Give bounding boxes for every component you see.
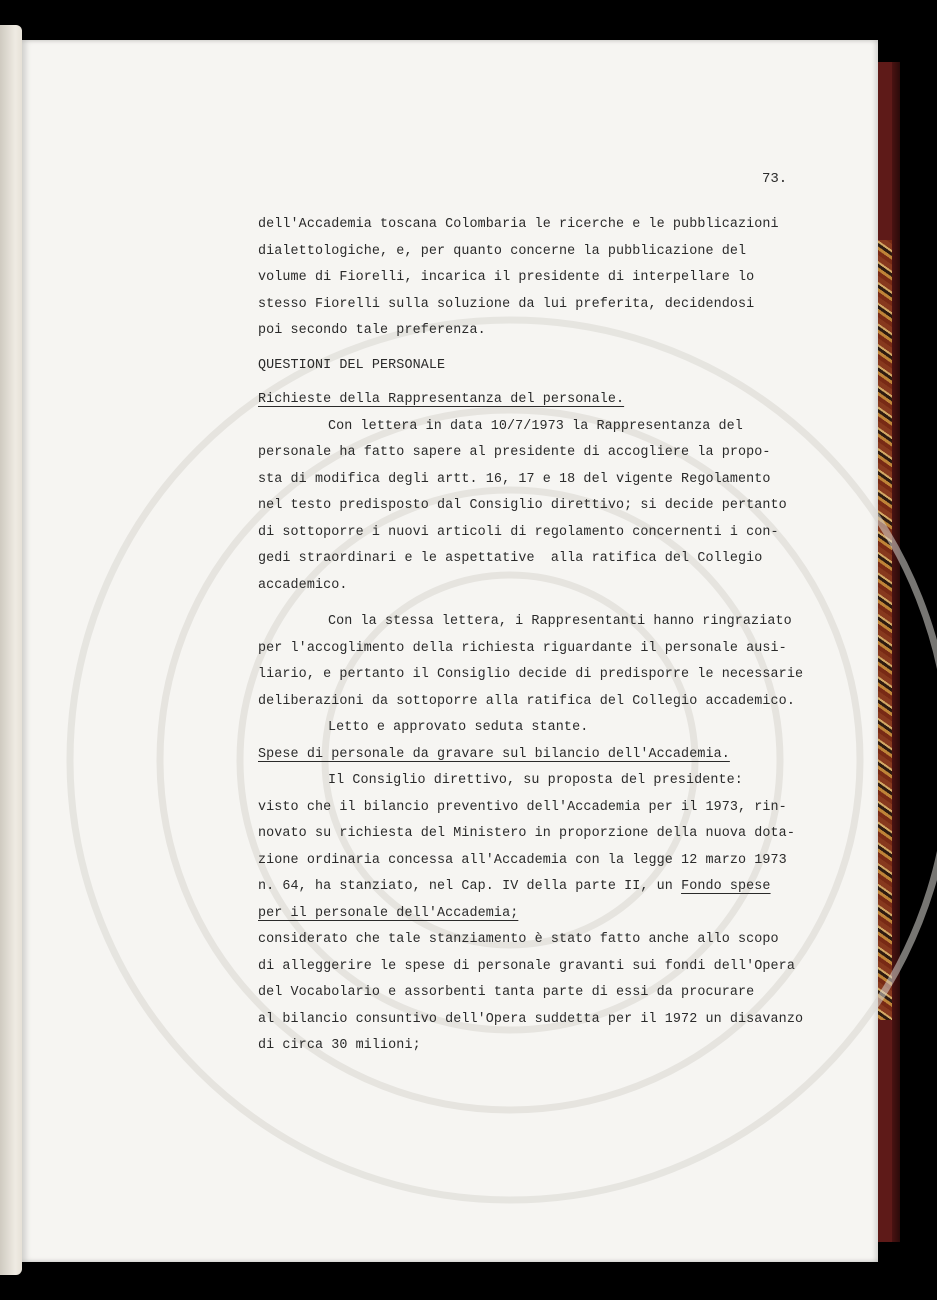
text-line: accademico.: [258, 577, 348, 593]
text-line: liario, e pertanto il Consiglio decide di predisporre le necessarie: [258, 667, 804, 682]
text-line: dell'Accademia toscana Colombaria le ricerche e le pubblicazioni: [258, 217, 779, 232]
text-line: volume di Fiorelli, incarica il presidente di interpellare lo: [258, 270, 755, 285]
typed-text-body: [258, 212, 804, 1060]
text-line: visto che il bilancio preventivo dell'Accademia per il 1973, rin-: [258, 799, 787, 815]
text-line: novato su richiesta del Ministero in proporzione della nuova dota-: [258, 826, 795, 841]
text-line: personale ha fatto sapere al presidente di accogliere la propo-: [258, 445, 771, 460]
underlined-term: Fondo spese: [681, 879, 771, 894]
text-line: per l'accoglimento della richiesta riguardante il personale ausi-: [258, 640, 787, 656]
text-line: Il Consiglio direttivo, su proposta del presidente:: [328, 773, 743, 788]
cover-edge: [892, 62, 900, 1242]
text-line: considerato che tale stanziamento è stato fatto anche allo scopo: [258, 932, 779, 947]
text-line: zione ordinaria concessa all'Accademia con la legge 12 marzo 1973: [258, 852, 787, 868]
text-line: dialettologiche, e, per quanto concerne la pubblicazione del: [258, 243, 747, 259]
text-line: poi secondo tale preferenza.: [258, 323, 486, 338]
text-line: di circa 30 milioni;: [258, 1038, 421, 1053]
text-line: deliberazioni da sottoporre alla ratifica del Collegio accademico.: [258, 693, 795, 709]
text-line: Letto e approvato seduta stante.: [328, 720, 589, 735]
subsection-heading: Spese di personale da gravare sul bilancio dell'Accademia.: [258, 746, 730, 762]
text-line: gedi straordinari e le aspettative alla ratifica del Collegio: [258, 551, 763, 566]
text-line: sta di modifica degli artt. 16, 17 e 18 del vigente Regolamento: [258, 471, 771, 487]
text-line: nel testo predisposto dal Consiglio direttivo; si decide pertanto: [258, 498, 787, 513]
underlined-term: per il personale dell'Accademia;: [258, 905, 519, 921]
text-line: n. 64, ha stanziato, nel Cap. IV della parte II, un Fondo spese: [258, 879, 771, 894]
text-line: del Vocabolario e assorbenti tanta parte di essi da procurare: [258, 985, 755, 1000]
subsection-heading: Richieste della Rappresentanza del personale.: [258, 392, 625, 407]
section-heading: QUESTIONI DEL PERSONALE: [258, 357, 446, 373]
page-number: 73.: [762, 171, 788, 187]
facing-page-edge: [0, 25, 22, 1275]
text-line: stesso Fiorelli sulla soluzione da lui preferita, decidendosi: [258, 296, 755, 312]
text-line: Con lettera in data 10/7/1973 la Rappresentanza del: [328, 418, 743, 434]
text-line: di alleggerire le spese di personale gravanti sui fondi dell'Opera: [258, 958, 795, 974]
text-line: al bilancio consuntivo dell'Opera suddetta per il 1972 un disavanzo: [258, 1011, 804, 1027]
text-line: Con la stessa lettera, i Rappresentanti hanno ringraziato: [328, 614, 792, 629]
text-line: di sottoporre i nuovi articoli di regolamento concernenti i con-: [258, 524, 779, 540]
